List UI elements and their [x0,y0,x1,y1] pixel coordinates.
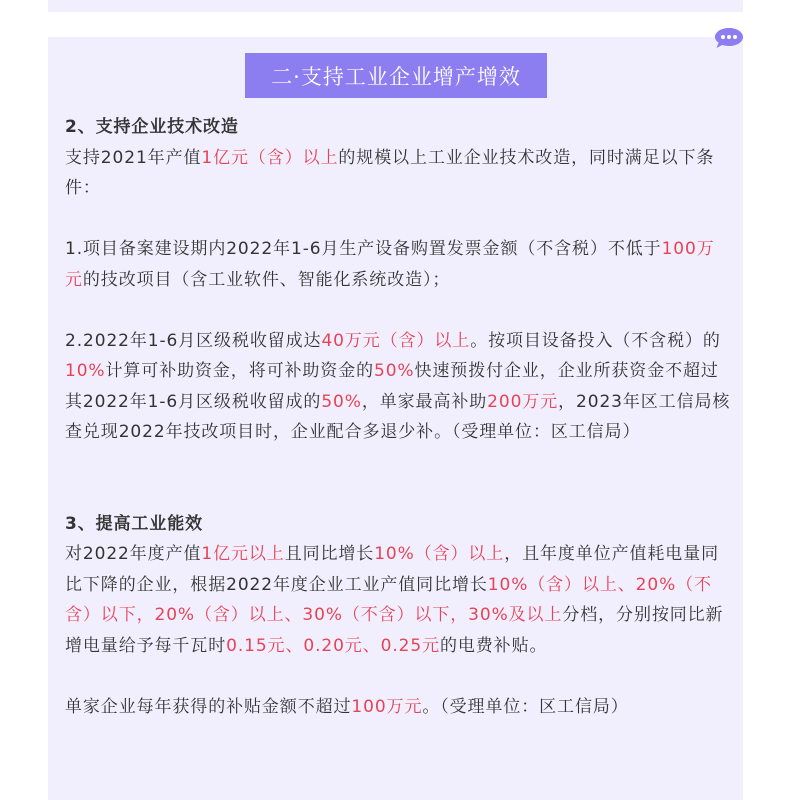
body-text: 1.项目备案建设期内2022年1-6月生产设备购置发票金额（不含税）不低于 [65,239,662,259]
body-text: 。按项目设备投入（不含税）的 [470,330,721,351]
body-text: ，且年度单位产值耗电量同比下降的企业，根据2022年度企业工业产值同比增长 [65,544,720,595]
body-text: 快速预拨付企业，企业所获资金不超过其2022年1-6月区级税收留成的 [65,361,719,412]
item3-heading: 3、提高工业能效 [65,513,204,534]
item2-condition2 [65,326,731,448]
body-text: 的电费补贴。 [439,635,548,656]
chat-bubble-icon[interactable] [714,27,744,49]
item2-heading: 2、支持企业技术改造 [65,117,239,137]
body-text: 计算可补助资金，将可补助资金的 [105,361,374,381]
highlighted-text: 50% [321,391,362,412]
section-title-banner: 二·支持工业企业增产增效 [245,53,547,98]
body-text: 分档，分别按同比新增电量给予每千瓦时 [65,605,724,656]
body-text: 。（受理单位：区工信局） [422,696,629,717]
highlighted-text: 50% [374,361,415,381]
item3-cap [65,692,731,723]
body-text: 的规模以上工业企业技术改造，同时满足以下条件： [65,147,715,198]
article-content [65,112,731,722]
body-text: 的技改项目（含工业软件、智能化系统改造）； [82,269,451,290]
previous-section-card [48,0,743,12]
highlighted-text: 10%（含）以上 [374,544,505,564]
item2-intro [65,143,731,204]
highlighted-text: 40万元（含）以上 [321,330,471,351]
body-text: ，单家最高补助 [361,391,488,412]
item2-condition1 [65,234,731,295]
highlighted-text: 100万元 [65,239,715,290]
highlighted-text: 1亿元（含）以上 [201,147,339,168]
highlighted-text: 1亿元以上 [201,544,285,564]
body-text: ，2023年区工信局核查兑现2022年技改项目时，企业配合多退少补。（受理单位：区工信局） [65,391,731,442]
body-text: 支持2021年产值 [65,147,202,168]
highlighted-text: 10%（含）以上、20%（不含）以下，20%（含）以上、30%（不含）以下，30%及以上 [65,574,712,625]
body-text: 且同比增长 [284,544,375,564]
body-text: 2.2022年1-6月区级税收留成达 [65,330,322,351]
body-text: 单家企业每年获得的补贴金额不超过 [65,696,352,717]
item3-body [65,539,731,661]
highlighted-text: 0.15元、0.20元、0.25元 [226,635,440,656]
highlighted-text: 100万元 [351,696,423,717]
highlighted-text: 10% [65,361,106,381]
highlighted-text: 200万元 [487,391,559,412]
body-text: 对2022年度产值 [65,544,202,564]
